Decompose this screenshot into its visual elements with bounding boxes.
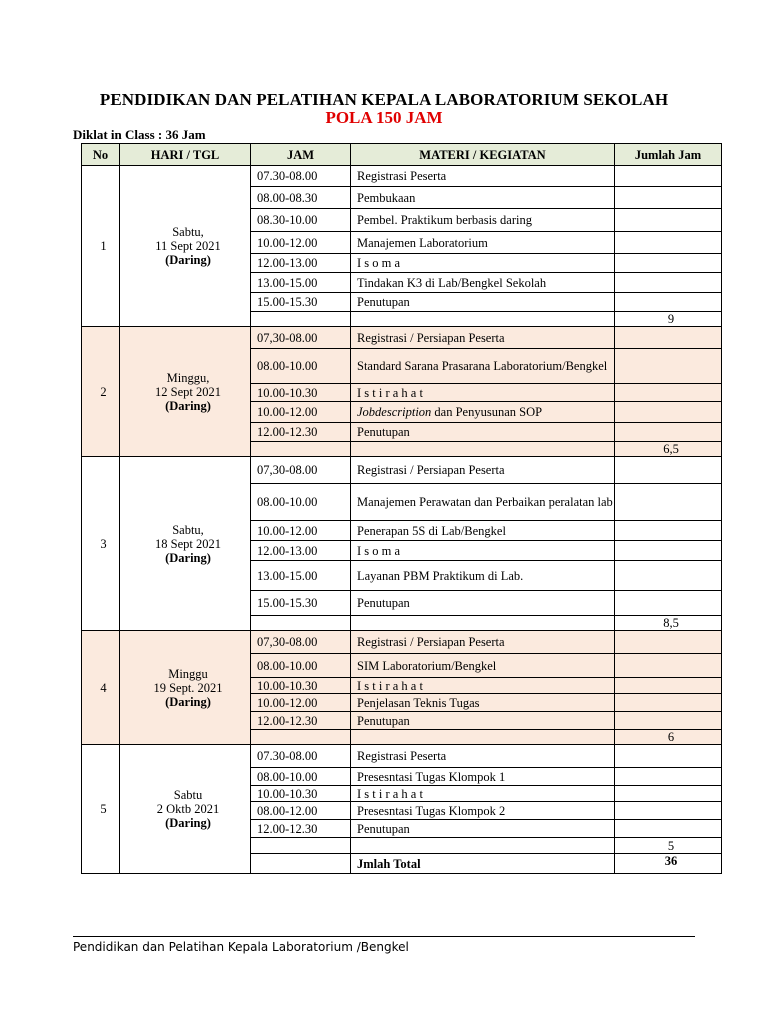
materi-cell: Registrasi / Persiapan Peserta [351,457,615,484]
jumlah-cell [615,768,722,786]
day-date-cell [120,327,251,457]
materi-cell: Registrasi Peserta [351,745,615,768]
day-date: 2 Oktb 2021 [156,802,220,816]
jam-cell [251,838,351,854]
materi-cell: Manajemen Perawatan dan Perbaikan peralatan lab [351,484,615,521]
jam-cell: 08.00-10.00 [251,654,351,678]
day-number: 1 [82,166,120,327]
materi-cell: I s t i r a h a t [351,384,615,402]
day-date: 12 Sept 2021 [155,384,221,399]
materi-cell: Manajemen Laboratorium [351,232,615,254]
jumlah-cell [615,802,722,820]
jam-cell: 10.00-10.30 [251,786,351,802]
materi-cell: Penutupan [351,712,615,730]
jumlah-cell [615,631,722,654]
jumlah-cell [615,541,722,561]
materi-cell: Registrasi / Persiapan Peserta [351,631,615,654]
jam-cell: 10.00-12.00 [251,232,351,254]
day-number: 5 [82,745,120,874]
materi-text: dan Penyusunan SOP [431,405,543,419]
materi-cell [351,838,615,854]
jumlah-cell [615,349,722,384]
jam-cell: 12.00-12.30 [251,820,351,838]
day-name: Minggu [168,666,208,681]
materi-cell: Penerapan 5S di Lab/Bengkel [351,521,615,541]
jam-cell: 08.00-12.00 [251,802,351,820]
jam-cell: 08.30-10.00 [251,209,351,232]
jumlah-cell [615,694,722,712]
jam-cell: 07,30-08.00 [251,327,351,349]
materi-cell: Penutupan [351,820,615,838]
day-number: 2 [82,327,120,457]
jam-cell [251,442,351,457]
day-date-cell [120,631,251,745]
materi-italic-text: Jobdescription [357,405,432,419]
jam-cell: 10.00-12.00 [251,521,351,541]
day-mode: (Daring) [165,816,211,830]
jam-cell: 10.00-12.00 [251,694,351,712]
jumlah-cell [615,273,722,293]
day-number: 3 [82,457,120,631]
jam-cell: 08.00-10.00 [251,484,351,521]
jam-cell [251,730,351,745]
table-row [82,166,722,187]
document-subtitle: POLA 150 JAM [325,108,443,127]
day-date: 18 Sept 2021 [155,536,221,551]
jumlah-cell [615,327,722,349]
materi-cell: SIM Laboratorium/Bengkel [351,654,615,678]
document-title: PENDIDIKAN DAN PELATIHAN KEPALA LABORATORIUM SEKOLAH [99,90,669,109]
materi-cell: Registrasi / Persiapan Peserta [351,327,615,349]
day-name: Sabtu [173,788,203,802]
jumlah-cell [615,402,722,423]
jam-cell: 08.00-10.00 [251,349,351,384]
day-date-cell [120,457,251,631]
jam-cell [251,616,351,631]
header-materi: MATERI / KEGIATAN [351,144,615,166]
subtotal-cell: 5 [615,838,722,854]
day-date: 19 Sept. 2021 [153,680,223,695]
subtotal-cell: 6,5 [615,442,722,457]
materi-cell [351,312,615,327]
materi-cell: I s o m a [351,541,615,561]
materi-cell: Pembukaan [351,187,615,209]
jumlah-cell [615,209,722,232]
jumlah-cell [615,712,722,730]
materi-cell: Penjelasan Teknis Tugas [351,694,615,712]
materi-cell: Presesntasi Tugas Klompok 2 [351,802,615,820]
table-row [82,327,722,349]
jumlah-cell [615,293,722,312]
jumlah-cell [615,745,722,768]
footer-divider [73,936,695,937]
grand-total-value: 36 [615,854,722,874]
jumlah-cell [615,457,722,484]
table-header-row [82,144,722,166]
jumlah-cell [615,484,722,521]
jumlah-cell [615,166,722,187]
jumlah-cell [615,254,722,273]
subtotal-cell: 8,5 [615,616,722,631]
materi-cell: I s t i r a h a t [351,786,615,802]
jam-cell: 12.00-13.00 [251,541,351,561]
materi-cell: I s t i r a h a t [351,678,615,694]
materi-cell: Pembel. Praktikum berbasis daring [351,209,615,232]
day-mode: (Daring) [165,694,211,709]
table-row [82,631,722,654]
table-row [82,745,722,768]
jam-cell: 12.00-12.30 [251,423,351,442]
day-name: Sabtu, [172,225,204,239]
jam-cell: 10.00-10.30 [251,678,351,694]
materi-cell: Registrasi Peserta [351,166,615,187]
diklat-hours-label: Diklat in Class : 36 Jam [73,127,206,142]
jam-cell: 08.00-08.30 [251,187,351,209]
jam-cell: 07.30-08.00 [251,745,351,768]
materi-cell: Tindakan K3 di Lab/Bengkel Sekolah [351,273,615,293]
materi-cell [351,402,615,423]
jam-cell: 10.00-10.30 [251,384,351,402]
day-date-cell [120,745,251,874]
subtotal-cell: 6 [615,730,722,745]
day-mode: (Daring) [165,398,211,413]
jumlah-cell [615,820,722,838]
materi-cell: I s o m a [351,254,615,273]
jumlah-cell [615,678,722,694]
day-mode: (Daring) [165,253,211,267]
jumlah-cell [615,384,722,402]
table-row [82,457,722,484]
day-number: 4 [82,631,120,745]
materi-cell: Standard Sarana Prasarana Laboratorium/Bengkel [351,349,615,384]
jumlah-cell [615,591,722,616]
materi-cell [351,616,615,631]
jam-cell: 13.00-15.00 [251,273,351,293]
day-name: Sabtu, [172,522,204,537]
jumlah-cell [615,561,722,591]
jam-cell: 07,30-08.00 [251,457,351,484]
day-name: Minggu, [166,370,210,385]
jam-cell: 12.00-13.00 [251,254,351,273]
materi-cell [351,730,615,745]
jumlah-cell [615,187,722,209]
jumlah-cell [615,786,722,802]
day-date-cell [120,166,251,327]
jumlah-cell [615,521,722,541]
jam-cell [251,312,351,327]
schedule-table [81,143,722,874]
header-hari-tgl: HARI / TGL [120,144,251,166]
subtotal-cell: 9 [615,312,722,327]
materi-cell: Layanan PBM Praktikum di Lab. [351,561,615,591]
jam-cell: 13.00-15.00 [251,561,351,591]
materi-cell [351,442,615,457]
jam-cell: 15.00-15.30 [251,293,351,312]
jam-cell: 10.00-12.00 [251,402,351,423]
jumlah-cell [615,654,722,678]
materi-cell: Penutupan [351,423,615,442]
header-jumlah-jam: Jumlah Jam [615,144,722,166]
jam-cell [251,854,351,874]
jam-cell: 07.30-08.00 [251,166,351,187]
jam-cell: 08.00-10.00 [251,768,351,786]
jam-cell: 07,30-08.00 [251,631,351,654]
materi-cell: Presesntasi Tugas Klompok 1 [351,768,615,786]
materi-cell: Penutupan [351,293,615,312]
day-date: 11 Sept 2021 [155,239,221,253]
jam-cell: 12.00-12.30 [251,712,351,730]
jumlah-cell [615,232,722,254]
materi-cell: Penutupan [351,591,615,616]
page-footer: Pendidikan dan Pelatihan Kepala Laboratorium /Bengkel [73,940,409,954]
grand-total-label: Jmlah Total [351,854,615,874]
jam-cell: 15.00-15.30 [251,591,351,616]
header-jam: JAM [251,144,351,166]
jumlah-cell [615,423,722,442]
day-mode: (Daring) [165,550,211,565]
header-no: No [82,144,120,166]
